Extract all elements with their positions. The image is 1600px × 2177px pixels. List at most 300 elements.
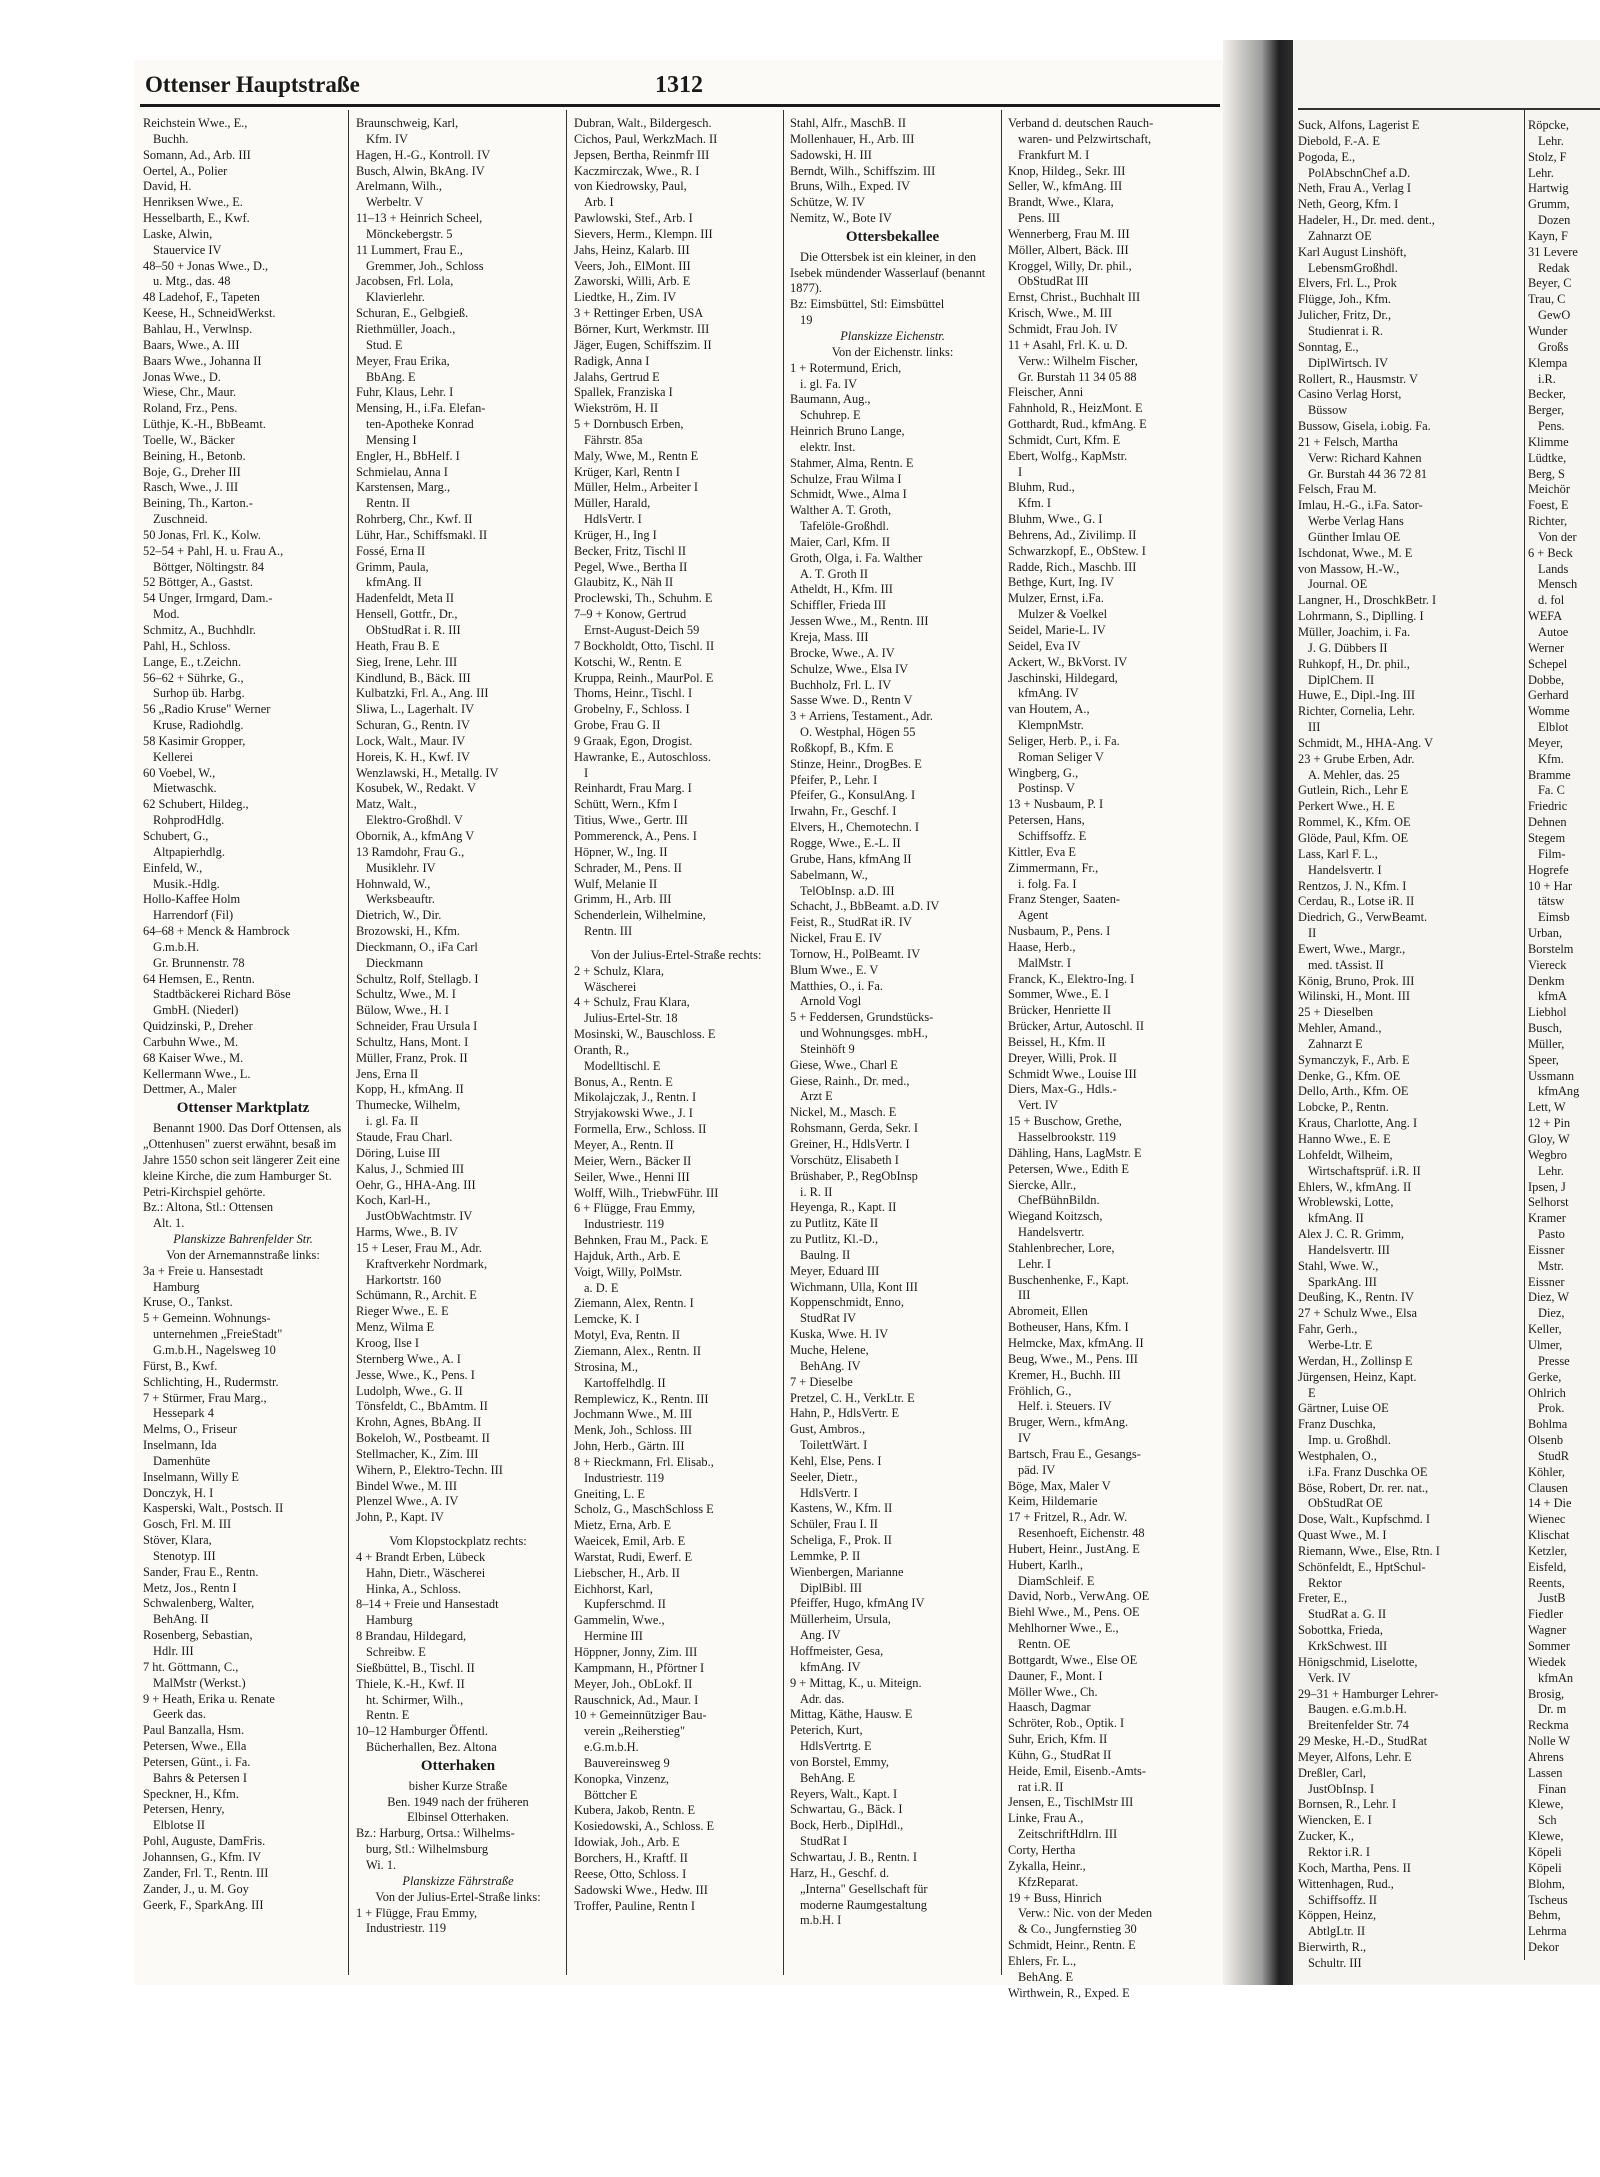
directory-entry: Mikolajczak, J., Rentn. I (574, 1090, 697, 1105)
directory-entry: Schulze, Wwe., Elsa IV (790, 661, 909, 676)
directory-entry: Stinze, Heinr., DrogBes. E (790, 756, 922, 771)
directory-entry: Pohl, Auguste, DamFris. (143, 1834, 266, 1849)
directory-entry: Müller, Franz, Prok. II (356, 1050, 468, 1065)
directory-entry: Sonntag, E., (1298, 339, 1359, 354)
directory-entry: 50 Jonas, Frl. K., Kolw. (143, 527, 261, 542)
directory-entry: Hahn, P., HdlsVertr. E (790, 1406, 900, 1421)
directory-entry: Arelmann, Wilh., (356, 179, 442, 194)
directory-column-1 (143, 116, 343, 1976)
directory-entry-continuation: Julius-Ertel-Str. 18 (584, 1011, 678, 1026)
directory-entry: Verband d. deutschen Rauch- (1008, 116, 1154, 130)
directory-entry: Wingberg, G., (1008, 765, 1079, 780)
directory-entry-continuation: kfmAn (1538, 1670, 1574, 1685)
directory-entry-continuation: Verw: Richard Kahnen (1308, 450, 1422, 465)
directory-entry: 9 Graak, Egon, Drogist. (574, 733, 693, 748)
directory-entry-continuation: Stauervice IV (153, 242, 222, 257)
street-history-note: Benannt 1900. Das Dorf Ottensen, als „Ottenhusen" zuerst erwähnt, besaß im Jahre 1550 schon seit längerer Zeit eine kleine Kirche, die zum Hamburger St. Petri-Kirchspiel gehörte. (143, 1121, 342, 1199)
directory-entry: Speckner, H., Kfm. (143, 1786, 239, 1801)
directory-entry: Kroog, Ilse I (356, 1335, 419, 1350)
directory-entry: Hesselbarth, E., Kwf. (143, 211, 250, 226)
directory-entry: Jäger, Eugen, Schiffszim. II (574, 337, 712, 352)
directory-entry: Zander, J., u. M. Goy (143, 1881, 249, 1896)
directory-entry: Bluhm, Wwe., G. I (1008, 512, 1103, 527)
map-sketch-reference: Planskizze Eichenstr. (840, 328, 945, 343)
directory-entry-continuation: Tafelöle-Großhdl. (800, 519, 889, 534)
directory-entry: Neth, Georg, Kfm. I (1298, 197, 1399, 212)
column-rule (1001, 110, 1002, 1975)
directory-entry-continuation: a. D. E (584, 1280, 619, 1295)
directory-entry-continuation: MalMstr (Werkst.) (153, 1675, 246, 1690)
directory-entry: Bramme (1528, 767, 1571, 782)
direction-subheading: Von der Eichenstr. links: (831, 344, 954, 359)
directory-entry-continuation: kfmAng. IV (1018, 686, 1079, 701)
directory-entry: Ebert, Wolfg., KapMstr. (1008, 448, 1128, 463)
directory-entry: Remplewicz, K., Rentn. III (574, 1391, 709, 1406)
directory-entry: Sadowski Wwe., Hedw. III (574, 1882, 708, 1897)
directory-entry-continuation: Büssow (1308, 403, 1348, 418)
directory-entry: Fahnhold, R., HeizMont. E (1008, 401, 1143, 416)
directory-entry: Sommer (1528, 1639, 1570, 1653)
directory-entry: Möller Wwe., Ch. (1008, 1684, 1098, 1699)
directory-entry: John, Herb., Gärtn. III (574, 1439, 685, 1454)
directory-entry-continuation: Stadtbäckerei Richard Böse (153, 987, 291, 1002)
directory-entry-continuation: Kartoffelhdlg. II (584, 1375, 666, 1390)
directory-entry: Schmielau, Anna I (356, 464, 448, 479)
directory-entry: David, Norb., VerwAng. OE (1008, 1589, 1150, 1604)
directory-entry: Stellmacher, K., Zim. III (356, 1446, 479, 1461)
directory-entry: Ehlers, W., kfmAng. II (1298, 1179, 1412, 1194)
directory-entry: Franz Stenger, Saaten- (1008, 892, 1121, 907)
directory-entry-continuation: Rektor i.R. I (1308, 1844, 1370, 1859)
directory-entry-continuation: ObStudRat III (1018, 274, 1089, 289)
directory-entry: Koppenschmidt, Enno, (790, 1295, 904, 1310)
directory-entry: Kaczmirczak, Wwe., R. I (574, 163, 700, 178)
book-gutter (1223, 40, 1293, 1985)
directory-entry: Fürst, B., Kwf. (143, 1358, 218, 1373)
directory-entry: Titius, Wwe., Gertr. III (574, 813, 688, 828)
directory-entry: Peterich, Kurt, (790, 1723, 863, 1738)
directory-entry: Berger, (1528, 403, 1565, 418)
directory-entry-continuation: Vert. IV (1018, 1098, 1058, 1113)
directory-entry-continuation: Gr. Burstah 11 34 05 88 (1018, 369, 1137, 384)
directory-entry: Wiese, Chr., Maur. (143, 385, 237, 400)
directory-entry: Oehr, G., HHA-Ang. III (356, 1177, 476, 1192)
directory-entry-continuation: JustObInsp. I (1308, 1781, 1375, 1796)
directory-entry: 11–13 + Heinrich Scheel, (356, 211, 483, 226)
directory-entry: Womme (1528, 704, 1570, 719)
directory-entry-continuation: Rentn. III (584, 924, 633, 939)
directory-entry: Petersen, Hans, (1008, 813, 1085, 828)
directory-entry: Rollert, R., Hausmstr. V (1298, 371, 1418, 386)
directory-entry-continuation: Mietwaschk. (153, 781, 217, 796)
directory-entry: Kotschi, W., Rentn. E (574, 654, 682, 669)
directory-entry: Quast Wwe., M. I (1298, 1528, 1387, 1543)
directory-entry-continuation: Klavierlehr. (366, 290, 425, 305)
directory-entry: Berndt, Wilh., Schiffszim. III (790, 163, 936, 178)
directory-entry: 10–12 Hamburger Öffentl. (356, 1724, 489, 1739)
directory-entry: Neth, Frau A., Verlag I (1298, 181, 1411, 196)
directory-entry: Rommel, K., Kfm. OE (1298, 815, 1411, 830)
directory-entry: Zykalla, Heinr., (1008, 1858, 1086, 1873)
directory-entry: Rieger Wwe., E. E (356, 1304, 449, 1319)
directory-entry: Wunder (1528, 323, 1568, 338)
directory-entry: Suck, Alfons, Lagerist E (1298, 118, 1420, 132)
directory-entry-continuation: KlempnMstr. (1018, 718, 1084, 733)
directory-entry: Jepsen, Bertha, Reinmfr III (574, 147, 710, 162)
directory-entry: Schneider, Frau Ursula I (356, 1019, 478, 1034)
directory-entry: Busch, (1528, 1021, 1563, 1036)
directory-entry: Stegem (1528, 830, 1566, 845)
directory-entry: 27 + Schulz Wwe., Elsa (1298, 1306, 1417, 1321)
street-history-note: Die Ottersbek ist ein kleiner, in den Isebek mündender Wasserlauf (benannt 1877). (790, 249, 986, 296)
directory-entry: Brozowski, H., Kfm. (356, 924, 460, 939)
directory-entry: 12 + Pin (1528, 1116, 1571, 1131)
directory-entry: Lohrmann, S., Diplling. I (1298, 609, 1424, 624)
directory-entry: Karstensen, Marg., (356, 480, 451, 495)
directory-entry: Scheliga, F., Prok. II (790, 1533, 892, 1548)
directory-entry: Kreja, Mass. III (790, 630, 869, 644)
directory-entry: Konopka, Vinzenz, (574, 1771, 670, 1786)
directory-entry: Böse, Robert, Dr. rer. nat., (1298, 1480, 1429, 1495)
directory-entry: Wagner (1528, 1623, 1567, 1638)
directory-entry-continuation: Hermine III (584, 1629, 643, 1644)
directory-entry: Stahmer, Alma, Rentn. E (790, 455, 914, 470)
directory-entry-continuation: Handelsvertr. I (1308, 862, 1382, 877)
directory-entry-continuation: Rentn. II (366, 496, 411, 511)
directory-entry: Sievers, Herm., Klempn. III (574, 226, 713, 241)
directory-entry-continuation: Böttger, Nöltingstr. 84 (153, 559, 265, 574)
directory-entry: Pegel, Wwe., Bertha II (574, 559, 688, 574)
directory-entry-continuation: Arb. I (584, 195, 614, 210)
directory-entry: 7 ht. Göttmann, C., (143, 1659, 239, 1674)
directory-entry: Tornow, H., PolBeamt. IV (790, 946, 921, 961)
directory-entry-continuation: Dozen (1538, 213, 1571, 228)
directory-entry: Lemmke, P. II (790, 1548, 861, 1563)
directory-entry: Toelle, W., Bäcker (143, 432, 235, 447)
directory-entry: Klimme (1528, 434, 1569, 449)
directory-entry-continuation: HdlsVertrtg. E (800, 1739, 872, 1754)
directory-entry: Bottgardt, Wwe., Else OE (1008, 1652, 1138, 1667)
directory-entry: Waeicek, Emil, Arb. E (574, 1534, 686, 1549)
directory-entry: Pfeiffer, Hugo, kfmAng IV (790, 1596, 925, 1611)
directory-entry: Petersen, Wwe., Ella (143, 1739, 247, 1754)
directory-entry-continuation: i.Fa. Franz Duschka OE (1308, 1464, 1428, 1479)
directory-entry: Wienec (1528, 1512, 1566, 1527)
direction-subheading: Vom Klopstockplatz rechts: (389, 1534, 527, 1549)
directory-entry: Rentzos, J. N., Kfm. I (1298, 878, 1407, 893)
directory-entry: von Massow, H.-W., (1298, 561, 1400, 576)
directory-entry: Liebhol (1528, 1005, 1567, 1020)
directory-entry: Irwahn, Fr., Geschf. I (790, 804, 897, 819)
directory-entry: Alex J. C. R. Grimm, (1298, 1227, 1405, 1242)
directory-entry-continuation: Presse (1538, 1353, 1570, 1368)
directory-entry: Bz: Eimsbüttel, Stl: Eimsbüttel (790, 297, 945, 312)
directory-entry: 6 + Flügge, Frau Emmy, (574, 1201, 696, 1216)
directory-entry: Hubert, Karlh., (1008, 1557, 1084, 1572)
directory-entry: Schwalenberg, Walter, (143, 1596, 255, 1611)
directory-entry: Beyer, C (1528, 276, 1572, 291)
directory-entry: Ehlers, Fr. L., (1008, 1953, 1077, 1968)
directory-entry: Glaubitz, K., Näh II (574, 575, 674, 590)
directory-entry: Wiencken, E. I (1298, 1813, 1372, 1828)
directory-entry: Hadenfeldt, Meta II (356, 591, 455, 606)
directory-entry-continuation: i. gl. Fa. IV (800, 376, 858, 391)
directory-entry: Hönigschmid, Liselotte, (1298, 1654, 1418, 1669)
directory-entry: Hubert, Heinr., JustAng. E (1008, 1541, 1140, 1556)
directory-entry: Reckma (1528, 1718, 1569, 1733)
directory-entry: Heinrich Bruno Lange, (790, 424, 905, 439)
directory-entry: Eichhorst, Karl, (574, 1581, 653, 1596)
directory-entry: Bluhm, Rud., (1008, 480, 1075, 495)
directory-entry: Klewe, (1528, 1829, 1564, 1844)
directory-entry: Menz, Wilma E (356, 1320, 435, 1335)
directory-entry-continuation: Hamburg (366, 1613, 413, 1628)
directory-entry: Grimm, H., Arb. III (574, 892, 672, 907)
directory-entry: Schmidt, Curt, Kfm. E (1008, 432, 1121, 447)
directory-entry: Julicher, Fritz, Dr., (1298, 308, 1392, 323)
directory-entry-continuation: Lands (1538, 561, 1569, 576)
directory-entry: Mehler, Amand., (1298, 1021, 1382, 1036)
directory-entry: Wolff, Wilh., TriebwFühr. III (574, 1185, 719, 1200)
directory-entry: Gerke, (1528, 1369, 1562, 1384)
directory-entry: Buchholz, Frl. L. IV (790, 677, 892, 692)
directory-entry: Elvers, H., Chemotechn. I (790, 820, 920, 835)
directory-entry: Beissel, H., Kfm. II (1008, 1034, 1106, 1049)
directory-entry: 8 + Rieckmann, Frl. Elisab., (574, 1454, 714, 1469)
directory-entry: Sobottka, Frieda, (1298, 1623, 1384, 1638)
directory-entry-continuation: elektr. Inst. (800, 439, 856, 454)
directory-entry: Koch, Martha, Pens. II (1298, 1860, 1411, 1875)
directory-entry: Brosig, (1528, 1686, 1565, 1701)
directory-entry-continuation: Adr. das. (800, 1691, 845, 1706)
directory-entry: Nickel, Frau E. IV (790, 931, 882, 946)
directory-entry: Biehl Wwe., M., Pens. OE (1008, 1605, 1140, 1620)
directory-entry: Huwe, E., Dipl.-Ing. III (1298, 688, 1415, 703)
directory-entry: Jonas Wwe., D. (143, 369, 221, 384)
directory-entry-continuation: Pens. III (1018, 211, 1060, 226)
directory-entry-continuation: Finan (1538, 1781, 1567, 1796)
directory-entry: Schümann, R., Archit. E (356, 1288, 477, 1303)
directory-entry: Keese, H., SchneidWerkst. (143, 306, 276, 321)
directory-entry-continuation: Werbe-Ltr. E (1308, 1337, 1373, 1352)
directory-entry: Eissner (1528, 1274, 1565, 1289)
directory-entry: Baars Wwe., Johanna II (143, 353, 262, 368)
directory-entry: Rauschnick, Ad., Maur. I (574, 1692, 699, 1707)
directory-entry: Fiedler (1528, 1607, 1564, 1622)
directory-entry: Döring, Luise III (356, 1145, 441, 1160)
directory-entry: Flügge, Joh., Kfm. (1298, 292, 1391, 307)
directory-entry: Botheuser, Hans, Kfm. I (1008, 1320, 1129, 1335)
directory-entry: 2 + Schulz, Klara, (574, 963, 664, 978)
directory-entry: Bülow, Wwe., H. I (356, 1003, 449, 1018)
directory-entry-continuation: Prok. (1538, 1401, 1565, 1416)
directory-entry: 10 + Har (1528, 878, 1573, 893)
directory-entry-continuation: BehAng. E (1018, 1969, 1074, 1984)
directory-entry: Gerhard (1528, 688, 1569, 703)
directory-entry: Kindlund, B., Bäck. III (356, 670, 471, 685)
directory-entry: Behm, (1528, 1908, 1561, 1923)
directory-entry: Jensen, E., TischlMstr III (1008, 1795, 1134, 1810)
directory-entry: Atheldt, H., Kfm. III (790, 582, 893, 597)
directory-entry: Berg, S (1528, 466, 1565, 481)
directory-entry-continuation: GmbH. (Niederl) (153, 1003, 239, 1018)
directory-entry-continuation: kfmAng (1538, 1084, 1580, 1099)
directory-entry: Richter, Cornelia, Lehr. (1298, 704, 1415, 719)
directory-entry: Giese, Wwe., Charl E (790, 1057, 898, 1072)
directory-entry: Corty, Hertha (1008, 1842, 1076, 1857)
directory-entry: Schmidt Wwe., Louise III (1008, 1066, 1137, 1081)
directory-entry: Ackert, W., BkVorst. IV (1008, 654, 1128, 669)
header-rule (140, 104, 1220, 107)
right-page-column-a (1298, 118, 1520, 1970)
directory-entry: Vorschütz, Elisabeth I (790, 1152, 899, 1167)
directory-entry-continuation: Resenhoeft, Eichenstr. 48 (1018, 1526, 1145, 1541)
directory-entry: Baars, Wwe., A. III (143, 337, 240, 352)
directory-entry-continuation: unternehmen „FreieStadt" (153, 1327, 283, 1342)
directory-entry-continuation: Damenhüte (153, 1453, 211, 1468)
directory-entry: Pfeifer, P., Lehr. I (790, 772, 878, 787)
directory-entry-continuation: Industriestr. 119 (584, 1217, 665, 1232)
directory-entry-continuation: Mulzer & Voelkel (1018, 607, 1108, 622)
directory-entry: Sießbüttel, B., Tischl. II (356, 1660, 475, 1675)
directory-entry-continuation: Musik.-Hdlg. (153, 876, 220, 891)
directory-entry-continuation: und Wohnungsges. mbH., (800, 1026, 928, 1041)
directory-entry-continuation: Helf. i. Steuers. IV (1018, 1399, 1112, 1414)
directory-entry: Lemcke, K. I (574, 1312, 640, 1327)
directory-entry: Wroblewski, Lotte, (1298, 1195, 1394, 1210)
directory-entry: Walther A. T. Groth, (790, 503, 892, 518)
directory-entry: Ruhkopf, H., Dr. phil., (1298, 656, 1410, 671)
directory-entry: 8–14 + Freie und Hansestadt (356, 1597, 499, 1612)
directory-entry: Reese, Otto, Schloss. I (574, 1866, 687, 1881)
directory-entry: 7–9 + Konow, Gertrud (574, 607, 687, 622)
directory-entry: 62 Schubert, Hildeg., (143, 797, 249, 812)
directory-entry: Geerk, F., SparkAng. III (143, 1897, 264, 1912)
directory-entry: Idowiak, Joh., Arb. E (574, 1835, 680, 1850)
street-section-heading: Ottersbekallee (845, 228, 940, 245)
directory-entry: Haase, Herb., (1008, 939, 1076, 954)
directory-entry-continuation: Diez, (1538, 1306, 1565, 1321)
directory-entry: Hagen, H.-G., Kontroll. IV (356, 147, 491, 162)
directory-entry: Meier, Wern., Bäcker II (574, 1153, 692, 1168)
directory-entry: Roland, Frz., Pens. (143, 401, 238, 416)
directory-entry-continuation: Bauvereinsweg 9 (584, 1755, 670, 1770)
directory-entry: 29–31 + Hamburger Lehrer- (1298, 1686, 1439, 1701)
directory-entry: Wienbergen, Marianne (790, 1564, 904, 1579)
directory-entry: 13 Ramdohr, Frau G., (356, 844, 465, 859)
directory-entry: Troffer, Pauline, Rentn I (574, 1898, 695, 1913)
directory-entry: 7 + Dieselbe (790, 1374, 853, 1389)
directory-entry: Jalahs, Gertrud E (574, 369, 660, 384)
directory-entry: Quidzinski, P., Dreher (143, 1019, 253, 1034)
directory-entry-continuation: Handelsvertr. (1018, 1225, 1085, 1240)
directory-entry: Horeis, K. H., Kwf. IV (356, 749, 470, 764)
directory-entry: Felsch, Frau M. (1298, 482, 1377, 497)
directory-entry-continuation: III (1308, 720, 1321, 735)
directory-entry: Greiner, H., HdlsVertr. I (790, 1137, 910, 1151)
directory-entry: Hohnwald, W., (356, 876, 431, 891)
directory-entry-continuation: StudRat I (800, 1834, 848, 1849)
directory-entry: 56 „Radio Kruse" Werner (143, 702, 271, 717)
directory-entry-continuation: Schultr. III (1308, 1955, 1362, 1970)
directory-entry: Cerdau, R., Lotse iR. II (1298, 894, 1415, 909)
directory-entry: Schmidt, Wwe., Alma I (790, 487, 907, 502)
directory-entry: Petersen, Wwe., Edith E (1008, 1161, 1129, 1176)
column-rule (348, 110, 349, 1975)
directory-entry: Jaschinski, Hildegard, (1008, 670, 1118, 685)
directory-entry-continuation: Studienrat i. R. (1308, 323, 1384, 338)
directory-entry: Harms, Wwe., B. IV (356, 1225, 458, 1240)
directory-entry: Somann, Ad., Arb. III (143, 147, 251, 162)
directory-entry: Lassen (1528, 1765, 1563, 1780)
directory-entry: Krohn, Agnes, BbAng. II (356, 1415, 482, 1430)
directory-entry: Höppner, Jonny, Zim. III (574, 1645, 698, 1659)
directory-entry-continuation: m.b.H. I (800, 1913, 842, 1928)
directory-entry: Wiekström, H. II (574, 401, 659, 416)
directory-entry-continuation: ZeitschriftHdlrn. III (1018, 1827, 1118, 1842)
directory-entry: Franck, K., Elektro-Ing. I (1008, 971, 1135, 986)
directory-entry: 8 Brandau, Hildegard, (356, 1629, 467, 1644)
directory-entry: Rohsmann, Gerda, Sekr. I (790, 1121, 919, 1136)
directory-entry: Wennerberg, Frau M. III (1008, 226, 1130, 241)
directory-entry: 5 + Dornbusch Erben, (574, 417, 684, 432)
directory-entry: Lange, E., t.Zeichn. (143, 654, 242, 669)
directory-entry: 15 + Leser, Frau M., Adr. (356, 1240, 482, 1255)
directory-entry: Stolz, F (1528, 149, 1567, 164)
directory-entry: Ipsen, J (1528, 1179, 1566, 1194)
directory-entry: Werner (1528, 640, 1565, 655)
directory-entry: Keim, Hildemarie (1008, 1494, 1098, 1509)
directory-entry-continuation: Verw.: Nic. von der Meden (1018, 1906, 1153, 1921)
directory-entry-continuation: Ernst-August-Deich 59 (584, 623, 700, 637)
directory-entry-continuation: JustB (1538, 1591, 1566, 1606)
directory-entry: Sommer, Wwe., E. I (1008, 987, 1109, 1002)
directory-entry: von Kiedrowsky, Paul, (574, 179, 687, 194)
directory-entry: 10 + Gemeinnütziger Bau- (574, 1708, 707, 1723)
directory-entry: Bz.: Altona, Stl.: Ottensen (143, 1200, 274, 1215)
directory-entry: Schütze, W. IV (790, 195, 866, 210)
directory-entry-continuation: II (1308, 926, 1317, 941)
directory-entry: Kampmann, H., Pförtner I (574, 1660, 705, 1675)
directory-entry: Beug, Wwe., M., Pens. III (1008, 1351, 1138, 1366)
directory-entry: Becker, (1528, 387, 1566, 402)
directory-entry: Schmitz, A., Buchhdlr. (143, 623, 256, 637)
directory-entry-continuation: Kruse, Radiohdlg. (153, 718, 244, 733)
directory-entry: Menk, Joh., Schloss. III (574, 1423, 693, 1438)
directory-entry: Hogrefe (1528, 862, 1569, 877)
directory-entry: Kayn, F (1528, 228, 1568, 243)
directory-entry-continuation: d. fol (1538, 593, 1565, 608)
directory-entry: Fossé, Erna II (356, 543, 426, 558)
directory-entry: Bock, Herb., DiplHdl., (790, 1818, 904, 1833)
directory-entry-continuation: ToilettWärt. I (800, 1438, 868, 1453)
directory-entry: Zaworski, Willi, Arb. E (574, 274, 691, 289)
directory-entry-continuation: IV (1018, 1431, 1032, 1446)
directory-entry: 17 + Fritzel, R., Adr. W. (1008, 1510, 1128, 1525)
directory-entry: Gloy, W (1528, 1132, 1570, 1146)
directory-entry: Schönfeldt, E., HptSchul- (1298, 1559, 1426, 1574)
directory-entry: Hajduk, Arth., Arb. E (574, 1248, 681, 1263)
directory-entry-continuation: Gremmer, Joh., Schloss (366, 258, 484, 273)
directory-entry: Meyer, Joh., ObLokf. II (574, 1676, 693, 1691)
directory-entry: Wittenhagen, Rud., (1298, 1876, 1394, 1891)
directory-entry-continuation: kfmAng. II (1308, 1211, 1364, 1226)
directory-entry-continuation: HdlsVertr. I (584, 512, 642, 527)
directory-entry-continuation: ObStudRat OE (1308, 1496, 1383, 1511)
directory-entry-continuation: burg, Stl.: Wilhelmsburg (366, 1842, 489, 1857)
directory-entry: Kosubek, W., Redakt. V (356, 781, 476, 796)
directory-entry-continuation: Hasselbrookstr. 119 (1018, 1130, 1116, 1144)
